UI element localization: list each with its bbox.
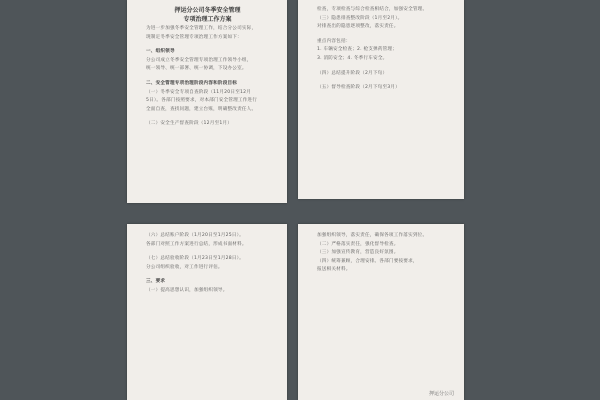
text-line: （四）总结提升阶段（2月下旬） (317, 70, 388, 76)
page-body (137, 232, 278, 296)
text-line: （六）总结账户阶段（1月20日至1月25日）。 (146, 233, 244, 238)
text-line: 分公司成立冬季安全管理专项治理工作领导小组， (146, 57, 252, 63)
text-line: 三、要求 (146, 279, 166, 285)
page-title: 押运分公司冬季安全管理 (174, 7, 241, 14)
text-line: 为进一步加强冬季安全管理工作，结合分公司实际， (146, 26, 257, 31)
document-page-3 (127, 224, 287, 400)
text-line: （一）提高思想认识，加强组织领导。 (146, 287, 228, 293)
text-line: （七）总结验收阶段（1月23日至1月28日）。 (146, 256, 244, 262)
text-line: 对排查出的隐患逐项整改，落实责任。 (317, 24, 399, 30)
text-line: 检查，专项检查与综合检查相结合，加强安全管理。 (317, 7, 428, 12)
page-footer: 押运分公司 (428, 391, 454, 397)
text-line: （四）统筹兼顾，合理安排。各部门要按要求， (317, 258, 418, 264)
text-line: （二）安全生产督查阶段（12月至1月） (146, 121, 233, 127)
text-line: 加强组织领导，落实责任，确保各项工作落实到位。 (317, 233, 428, 238)
text-line: 3. 消防安全；4. 冬季行车安全。 (317, 55, 388, 61)
page-body (137, 25, 278, 129)
page-body (308, 232, 455, 275)
text-line: （一）冬季安全专项自查阶段（11月20日至12月 (146, 89, 252, 95)
text-line: 1. 车辆安全检查；2. 枪支弹药管理； (317, 47, 398, 53)
document-page-1 (127, 0, 287, 203)
text-line: 二、安全管理专项治理阶段内容和阶段目标 (146, 80, 238, 86)
page-body (308, 6, 455, 93)
text-line: （三）隐患排查整改阶段（1月至2月）。 (317, 15, 403, 21)
text-line: 一、组织领导 (146, 49, 175, 55)
document-page-4 (298, 224, 464, 400)
text-line: （三）加强宣传教育，营造良好氛围。 (317, 250, 399, 256)
text-line: 统一领导、统一部署、统一协调，下设办公室。 (146, 66, 247, 72)
page-subtitle: 专项治理工作方案 (183, 16, 232, 23)
text-line: （五）督导检查阶段（2月下旬至3月） (317, 85, 400, 91)
text-line: 5日）。各部门按照要求，对本部门安全管理工作进行 (146, 98, 258, 104)
text-line: 现制定冬季安全管理专项治理工作方案如下： (146, 34, 242, 40)
text-line: （二）严格落实责任，强化督导检查。 (317, 241, 399, 247)
text-line: 报送相关材料。 (317, 267, 351, 273)
document-page-2 (298, 0, 464, 199)
text-line: 各部门对照工作方案进行总结，形成书面材料。 (146, 241, 247, 247)
text-line: 全面自查，查找问题，建立台账，明确整改责任人。 (146, 106, 257, 112)
text-line: 重点内容包括： (317, 38, 351, 44)
text-line: 分公司组织验收，对工作进行评估。 (146, 264, 223, 270)
